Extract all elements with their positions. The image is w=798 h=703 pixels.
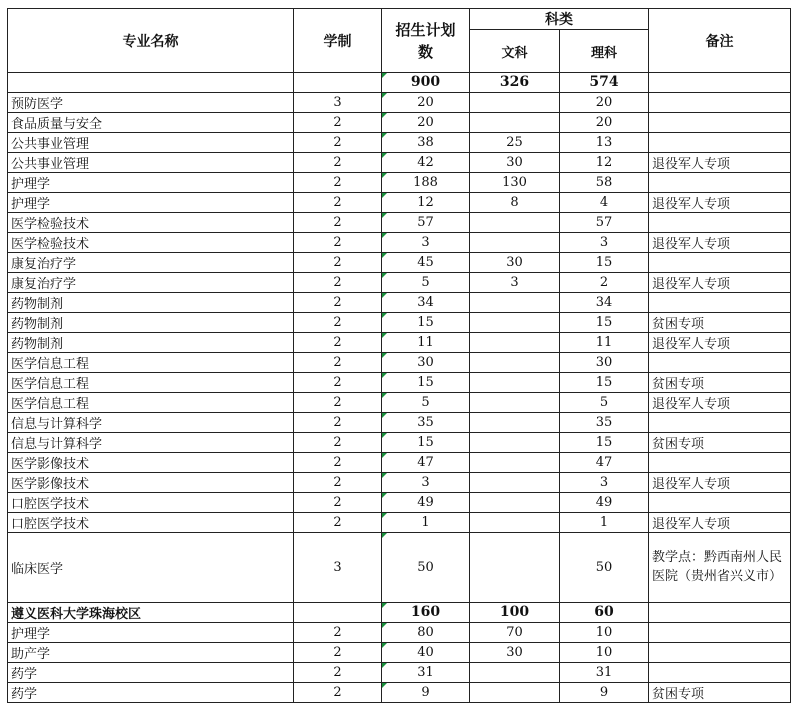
cell-science: 15 [560, 312, 649, 332]
cell-note [649, 622, 791, 642]
table-row [8, 272, 791, 292]
cell-flag-icon [382, 133, 387, 138]
cell-science: 13 [560, 132, 649, 152]
table-row [8, 452, 791, 472]
cell-science: 58 [560, 172, 649, 192]
cell-arts: 25 [470, 132, 560, 152]
cell-major-name: 口腔医学技术 [8, 492, 294, 512]
cell-plan-value: 3 [421, 474, 430, 490]
enrollment-plan-table [7, 8, 791, 703]
cell-years: 2 [294, 642, 382, 662]
cell-plan-value: 80 [417, 624, 434, 640]
table-row [8, 172, 791, 192]
cell-plan-value: 38 [417, 134, 434, 150]
header-years: 学制 [294, 9, 382, 73]
cell-science: 31 [560, 662, 649, 682]
cell-science: 60 [560, 602, 649, 622]
total-note [649, 73, 791, 93]
cell-years: 2 [294, 212, 382, 232]
total-science: 574 [560, 73, 649, 93]
table-row [8, 662, 791, 682]
cell-plan-value: 31 [417, 664, 434, 680]
cell-science: 30 [560, 352, 649, 372]
cell-arts [470, 212, 560, 232]
cell-arts [470, 532, 560, 602]
cell-flag-icon [382, 313, 387, 318]
cell-years: 3 [294, 92, 382, 112]
cell-arts [470, 662, 560, 682]
cell-science: 12 [560, 152, 649, 172]
cell-years: 2 [294, 152, 382, 172]
header-science: 理科 [560, 30, 649, 73]
total-plan [382, 73, 470, 93]
cell-major-name: 临床医学 [8, 532, 294, 602]
cell-science: 11 [560, 332, 649, 352]
cell-arts [470, 372, 560, 392]
cell-science: 15 [560, 252, 649, 272]
table-row [8, 372, 791, 392]
cell-note: 退役军人专项 [649, 232, 791, 252]
cell-science: 10 [560, 642, 649, 662]
table-row [8, 392, 791, 412]
table-row [8, 412, 791, 432]
cell-years: 2 [294, 412, 382, 432]
cell-science: 49 [560, 492, 649, 512]
cell-arts: 30 [470, 152, 560, 172]
cell-plan [382, 662, 470, 682]
cell-major-name: 医学信息工程 [8, 352, 294, 372]
total-label [8, 73, 294, 93]
cell-major-name: 药物制剂 [8, 332, 294, 352]
cell-years: 2 [294, 662, 382, 682]
cell-plan-value: 5 [421, 274, 430, 290]
cell-science: 10 [560, 622, 649, 642]
header-plan-label: 招生计划数 [395, 20, 456, 61]
cell-arts [470, 432, 560, 452]
cell-plan [382, 272, 470, 292]
cell-major-name: 康复治疗学 [8, 272, 294, 292]
cell-note [649, 492, 791, 512]
cell-flag-icon [382, 333, 387, 338]
cell-flag-icon [382, 173, 387, 178]
cell-note: 教学点：黔西南州人民医院（贵州省兴义市） [649, 532, 791, 602]
cell-flag-icon [382, 623, 387, 628]
cell-years: 2 [294, 232, 382, 252]
cell-science: 15 [560, 432, 649, 452]
cell-plan [382, 172, 470, 192]
cell-arts: 3 [470, 272, 560, 292]
table-row [8, 232, 791, 252]
cell-note [649, 642, 791, 662]
cell-science: 4 [560, 192, 649, 212]
cell-major-name: 药学 [8, 682, 294, 702]
cell-plan [382, 392, 470, 412]
cell-note [649, 212, 791, 232]
cell-science: 9 [560, 682, 649, 702]
table-row [8, 352, 791, 372]
total-plan-value: 900 [410, 74, 441, 91]
cell-years: 2 [294, 682, 382, 702]
table-row [8, 682, 791, 702]
cell-plan [382, 432, 470, 452]
cell-years: 2 [294, 512, 382, 532]
cell-years: 2 [294, 132, 382, 152]
cell-flag-icon [382, 213, 387, 218]
cell-note [649, 172, 791, 192]
table-row [8, 252, 791, 272]
cell-years: 2 [294, 492, 382, 512]
cell-plan-value: 3 [421, 234, 430, 250]
cell-arts [470, 312, 560, 332]
cell-science: 50 [560, 532, 649, 602]
cell-flag-icon [382, 193, 387, 198]
cell-plan-value: 15 [417, 434, 434, 450]
cell-years: 2 [294, 452, 382, 472]
cell-flag-icon [382, 513, 387, 518]
cell-plan-value: 35 [417, 414, 434, 430]
cell-science: 3 [560, 472, 649, 492]
cell-flag-icon [382, 433, 387, 438]
table-row [8, 492, 791, 512]
cell-flag-icon [382, 643, 387, 648]
cell-major-name: 护理学 [8, 622, 294, 642]
table-row [8, 432, 791, 452]
cell-major-name: 助产学 [8, 642, 294, 662]
cell-major-name: 护理学 [8, 192, 294, 212]
cell-plan-value: 15 [417, 314, 434, 330]
cell-major-name: 药物制剂 [8, 312, 294, 332]
cell-science: 1 [560, 512, 649, 532]
cell-major-name: 康复治疗学 [8, 252, 294, 272]
cell-flag-icon [382, 473, 387, 478]
cell-flag-icon [382, 493, 387, 498]
cell-flag-icon [382, 113, 387, 118]
table-row [8, 312, 791, 332]
cell-major-name: 信息与计算科学 [8, 432, 294, 452]
cell-arts [470, 412, 560, 432]
cell-plan-value: 20 [417, 114, 434, 130]
cell-plan [382, 412, 470, 432]
cell-note [649, 252, 791, 272]
cell-plan-value: 1 [421, 514, 430, 530]
cell-flag-icon [382, 273, 387, 278]
cell-plan [382, 622, 470, 642]
cell-plan [382, 492, 470, 512]
cell-plan-value: 57 [417, 214, 434, 230]
cell-plan [382, 472, 470, 492]
table-row [8, 192, 791, 212]
cell-note: 退役军人专项 [649, 332, 791, 352]
cell-years: 2 [294, 352, 382, 372]
cell-plan-value: 49 [417, 494, 434, 510]
cell-arts [470, 512, 560, 532]
cell-note: 退役军人专项 [649, 192, 791, 212]
cell-science: 5 [560, 392, 649, 412]
cell-arts [470, 472, 560, 492]
cell-major-name: 医学检验技术 [8, 232, 294, 252]
cell-arts: 70 [470, 622, 560, 642]
cell-note [649, 452, 791, 472]
cell-note [649, 352, 791, 372]
cell-years: 2 [294, 172, 382, 192]
cell-years: 2 [294, 112, 382, 132]
cell-flag-icon [382, 353, 387, 358]
cell-note: 退役军人专项 [649, 472, 791, 492]
cell-flag-icon [382, 153, 387, 158]
cell-plan [382, 192, 470, 212]
cell-major-name: 口腔医学技术 [8, 512, 294, 532]
cell-years: 2 [294, 372, 382, 392]
cell-note: 退役军人专项 [649, 392, 791, 412]
cell-major-name: 医学影像技术 [8, 452, 294, 472]
cell-science: 47 [560, 452, 649, 472]
total-arts: 326 [470, 73, 560, 93]
cell-science: 34 [560, 292, 649, 312]
cell-plan-value: 34 [417, 294, 434, 310]
cell-major-name: 医学信息工程 [8, 372, 294, 392]
cell-plan [382, 92, 470, 112]
cell-flag-icon [382, 73, 387, 78]
cell-note: 贫困专项 [649, 312, 791, 332]
cell-plan [382, 372, 470, 392]
cell-plan [382, 532, 470, 602]
cell-major-name: 护理学 [8, 172, 294, 192]
cell-years: 2 [294, 272, 382, 292]
cell-arts [470, 392, 560, 412]
cell-flag-icon [382, 663, 387, 668]
cell-years: 2 [294, 252, 382, 272]
cell-plan-value: 45 [417, 254, 434, 270]
cell-note [649, 602, 791, 622]
cell-plan [382, 112, 470, 132]
table-row [8, 512, 791, 532]
header-plan [382, 9, 470, 73]
cell-arts [470, 292, 560, 312]
cell-flag-icon [382, 413, 387, 418]
cell-plan-value: 11 [417, 334, 434, 350]
cell-years: 3 [294, 532, 382, 602]
cell-years [294, 602, 382, 622]
cell-plan [382, 332, 470, 352]
cell-note: 退役军人专项 [649, 512, 791, 532]
cell-major-name: 公共事业管理 [8, 152, 294, 172]
cell-science: 57 [560, 212, 649, 232]
cell-years: 2 [294, 472, 382, 492]
cell-major-name: 食品质量与安全 [8, 112, 294, 132]
cell-note [649, 412, 791, 432]
header-category: 科类 [470, 9, 649, 30]
table-row [8, 292, 791, 312]
cell-flag-icon [382, 393, 387, 398]
cell-major-name: 医学检验技术 [8, 212, 294, 232]
header-arts: 文科 [470, 30, 560, 73]
cell-flag-icon [382, 293, 387, 298]
cell-major-name: 医学信息工程 [8, 392, 294, 412]
cell-plan-value: 9 [421, 684, 430, 700]
cell-arts [470, 92, 560, 112]
table-body [8, 73, 791, 703]
table-row [8, 642, 791, 662]
cell-years: 2 [294, 392, 382, 412]
cell-arts [470, 112, 560, 132]
cell-arts: 130 [470, 172, 560, 192]
cell-arts: 8 [470, 192, 560, 212]
cell-science: 15 [560, 372, 649, 392]
cell-note: 退役军人专项 [649, 152, 791, 172]
cell-plan-value: 160 [410, 604, 441, 620]
cell-plan [382, 512, 470, 532]
table-row [8, 212, 791, 232]
cell-note [649, 132, 791, 152]
cell-plan [382, 602, 470, 622]
cell-flag-icon [382, 93, 387, 98]
cell-major-name: 预防医学 [8, 92, 294, 112]
cell-major-name: 药物制剂 [8, 292, 294, 312]
cell-years: 2 [294, 432, 382, 452]
cell-plan [382, 312, 470, 332]
cell-science: 3 [560, 232, 649, 252]
cell-arts [470, 332, 560, 352]
cell-plan [382, 232, 470, 252]
cell-arts [470, 452, 560, 472]
cell-note [649, 92, 791, 112]
header-major-name: 专业名称 [8, 9, 294, 73]
cell-plan [382, 452, 470, 472]
cell-plan [382, 682, 470, 702]
cell-years: 2 [294, 192, 382, 212]
cell-note [649, 292, 791, 312]
cell-note [649, 662, 791, 682]
table-row [8, 472, 791, 492]
cell-note: 贫困专项 [649, 682, 791, 702]
cell-plan-value: 5 [421, 394, 430, 410]
table-row [8, 132, 791, 152]
table-row [8, 332, 791, 352]
cell-plan [382, 132, 470, 152]
cell-arts [470, 352, 560, 372]
table-row [8, 112, 791, 132]
cell-science: 20 [560, 92, 649, 112]
cell-plan [382, 212, 470, 232]
cell-campus-name: 遵义医科大学珠海校区 [8, 602, 294, 622]
cell-plan-value: 47 [417, 454, 434, 470]
cell-arts [470, 682, 560, 702]
cell-years: 2 [294, 332, 382, 352]
cell-science: 35 [560, 412, 649, 432]
cell-plan-value: 20 [417, 94, 434, 110]
cell-plan [382, 152, 470, 172]
cell-note: 贫困专项 [649, 372, 791, 392]
cell-note: 退役军人专项 [649, 272, 791, 292]
cell-major-name: 公共事业管理 [8, 132, 294, 152]
cell-flag-icon [382, 373, 387, 378]
cell-arts [470, 492, 560, 512]
cell-plan-value: 188 [413, 174, 438, 190]
cell-flag-icon [382, 233, 387, 238]
cell-plan-value: 50 [417, 559, 434, 575]
table-row-clinical [8, 532, 791, 602]
total-row [8, 73, 791, 93]
cell-years: 2 [294, 622, 382, 642]
cell-plan [382, 252, 470, 272]
cell-arts: 100 [470, 602, 560, 622]
cell-years: 2 [294, 312, 382, 332]
cell-flag-icon [382, 533, 387, 538]
table-row [8, 92, 791, 112]
cell-plan-value: 40 [417, 644, 434, 660]
table-row [8, 622, 791, 642]
cell-plan-value: 42 [417, 154, 434, 170]
cell-flag-icon [382, 683, 387, 688]
cell-arts: 30 [470, 252, 560, 272]
cell-arts [470, 232, 560, 252]
cell-plan [382, 642, 470, 662]
cell-major-name: 信息与计算科学 [8, 412, 294, 432]
cell-flag-icon [382, 253, 387, 258]
cell-plan [382, 352, 470, 372]
cell-plan-value: 30 [417, 354, 434, 370]
cell-science: 20 [560, 112, 649, 132]
cell-flag-icon [382, 603, 387, 608]
zhuhai-total-row [8, 602, 791, 622]
cell-note: 贫困专项 [649, 432, 791, 452]
cell-years: 2 [294, 292, 382, 312]
cell-major-name: 医学影像技术 [8, 472, 294, 492]
cell-plan-value: 12 [417, 194, 434, 210]
table-row [8, 152, 791, 172]
cell-plan-value: 15 [417, 374, 434, 390]
cell-major-name: 药学 [8, 662, 294, 682]
cell-note [649, 112, 791, 132]
cell-science: 2 [560, 272, 649, 292]
total-years [294, 73, 382, 93]
cell-arts: 30 [470, 642, 560, 662]
cell-plan [382, 292, 470, 312]
cell-flag-icon [382, 453, 387, 458]
header-note: 备注 [649, 9, 791, 73]
